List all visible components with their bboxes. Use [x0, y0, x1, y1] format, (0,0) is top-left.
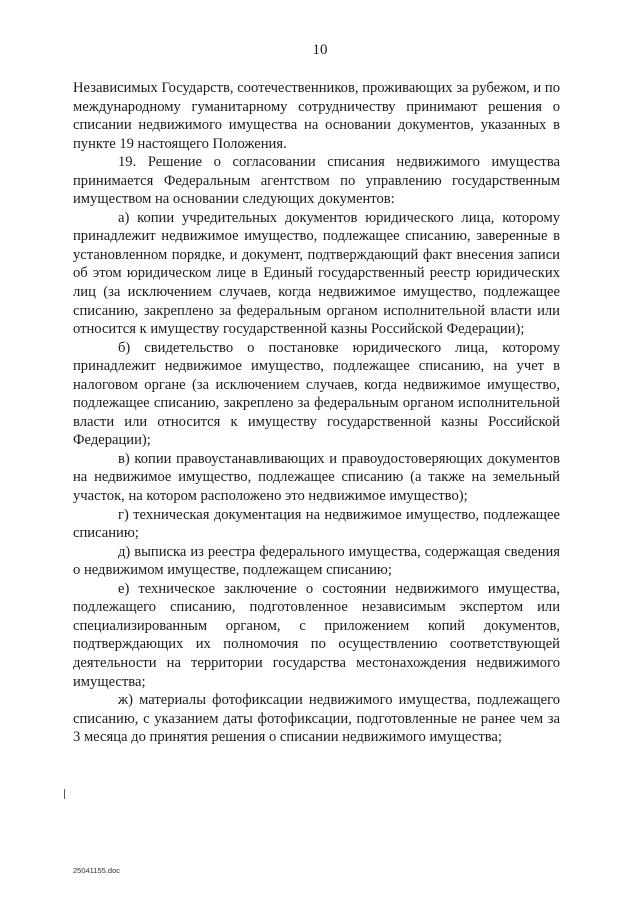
paragraph-item-19: 19. Решение о согласовании списания недвижимого имущества принимается Федеральным агентством по управлению государственным имуществом на основании следующих документов: — [73, 154, 560, 208]
footer-filename: 25041155.doc — [73, 866, 120, 875]
paragraph-subitem-d: д) выписка из реестра федерального имущества, содержащая сведения о недвижимом имуществе, подлежащем списанию; — [73, 543, 560, 579]
paragraph-subitem-e: е) техническое заключение о состоянии недвижимого имущества, подлежащего списанию, подготовленное независимым экспертом или специализированным органом, с приложением копий документов, подтверждающих их полномочия по осуществлению соответствующей деятельности на территории государства местонахождения недвижимого имущества; — [73, 580, 560, 690]
paragraph-subitem-v: в) копии правоустанавливающих и правоудостоверяющих документов на недвижимое имущество, подлежащее списанию (а также на земельный участок, на котором расположено это недвижимое имущество); — [73, 450, 560, 505]
paragraph-subitem-g: г) техническая документация на недвижимое имущество, подлежащее списанию; — [73, 506, 560, 542]
paragraph-subitem-b: б) свидетельство о постановке юридического лица, которому принадлежит недвижимое имущество, подлежащее списанию, на учет в налоговом органе (за исключением случаев, когда недвижимое имущество, подлежащее списанию, закреплено за федеральным органом исполнительной власти или относится к имуществу государственной казны Российской Федерации); — [73, 339, 560, 449]
paragraph-subitem-zh: ж) материалы фотофиксации недвижимого имущества, подлежащего списанию, с указанием даты фотофиксации, подготовленные не ранее чем за 3 месяца до принятия решения о списании недвижимого имущества; — [73, 692, 560, 746]
document-body — [73, 79, 560, 747]
page-number: 10 — [312, 42, 328, 58]
paragraph-continuation: Независимых Государств, соотечественников, проживающих за рубежом, и по международному гуманитарному сотрудничеству принимают решения о списании недвижимого имущества на основании документов, указанных в пункте 19 настоящего Положения. — [73, 80, 560, 152]
margin-mark — [64, 789, 69, 799]
paragraph-subitem-a: а) копии учредительных документов юридического лица, которому принадлежит недвижимое имущество, подлежащее списанию, заверенные в установленном порядке, и документ, подтверждающий факт внесения записи об этом юридическом лице в Единый государственный реестр юридических лиц (за исключением случаев, когда недвижимое имущество, подлежащее списанию, закреплено за федеральным органом исполнительной власти или относится к имуществу государственной казны Российской Федерации); — [73, 209, 560, 338]
